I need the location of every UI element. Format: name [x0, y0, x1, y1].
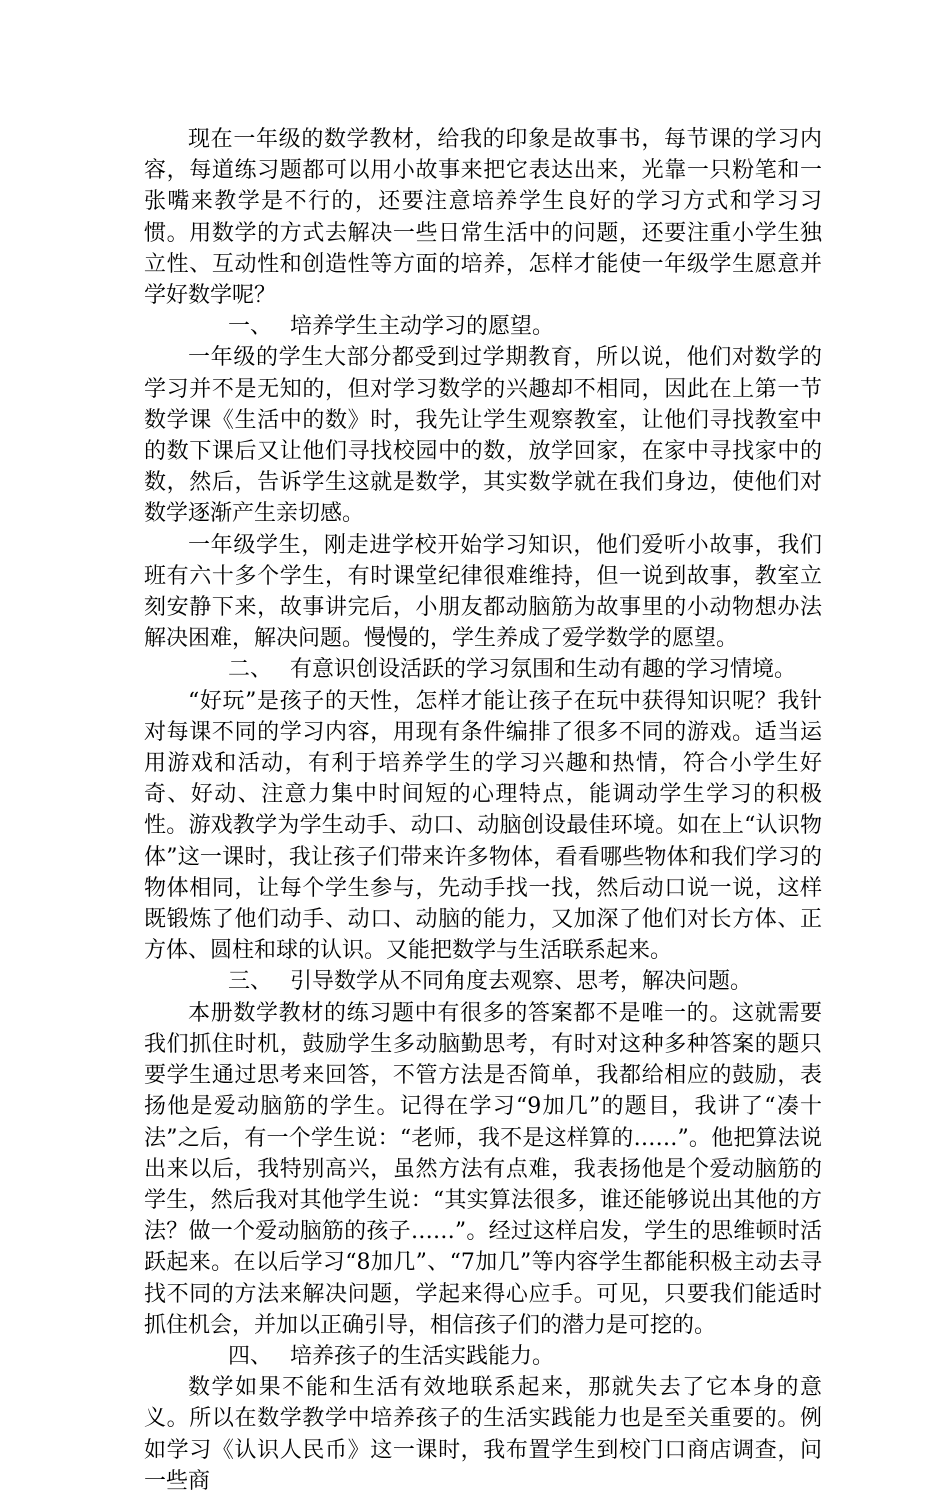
section-4-heading	[144, 1341, 822, 1372]
section-1-title: 培养学生主动学习的愿望。	[290, 314, 555, 340]
section-3-paragraph-1: 本册数学教材的练习题中有很多的答案都不是唯一的。这就需要我们抓住时机，鼓励学生多动脑勤思考，有时对这种多种答案的题只要学生通过思考来回答，不管方法是否简单，我都给相应的鼓励，表扬他是爱动脑筋的学生。记得在学习“9加几”的题目，我讲了“凑十法”之后，有一个学生说：“老师，我不是这样算的……”。他把算法说出来以后，我特别高兴，虽然方法有点难，我表扬他是个爱动脑筋的学生，然后我对其他学生说：“其实算法很多，谁还能够说出其他的方法？做一个爱动脑筋的孩子……”。经过这样启发，学生的思维顿时活跃起来。在以后学习“8加几”、“7加几”等内容学生都能积极主动去寻找不同的方法来解决问题，学起来得心应手。可见，只要我们能适时抓住机会，并加以正确引导，相信孩子们的潜力是可挖的。	[144, 1000, 822, 1338]
section-1-number: 一、	[228, 314, 273, 340]
section-2-number: 二、	[228, 657, 273, 683]
section-4-number: 四、	[228, 1343, 273, 1369]
section-1-heading	[144, 311, 822, 342]
intro-paragraph: 现在一年级的数学教材，给我的印象是故事书，每节课的学习内容，每道练习题都可以用小故事来把它表达出来，光靠一只粉笔和一张嘴来教学是不行的，还要注意培养学生良好的学习方式和学习习惯。用数学的方式去解决一些日常生活中的问题，还要注重小学生独立性、互动性和创造性等方面的培养，怎样才能使一年级学生愿意并学好数学呢？	[144, 127, 822, 309]
section-1-paragraph-2: 一年级学生，刚走进学校开始学习知识，他们爱听小故事，我们班有六十多个学生，有时课堂纪律很难维持，但一说到故事，教室立刻安静下来，故事讲完后，小朋友都动脑筋为故事里的小动物想办法解决困难，解决问题。慢慢的，学生养成了爱学数学的愿望。	[144, 532, 822, 652]
section-2-title: 有意识创设活跃的学习氛围和生动有趣的学习情境。	[290, 657, 797, 683]
section-2-heading	[144, 654, 822, 685]
section-3-heading	[144, 966, 822, 997]
section-4-title: 培养孩子的生活实践能力。	[290, 1343, 555, 1369]
section-3-number: 三、	[228, 969, 273, 995]
document-page	[144, 124, 822, 1497]
section-1-paragraph-1: 一年级的学生大部分都受到过学期教育，所以说，他们对数学的学习并不是无知的，但对学习数学的兴趣却不相同，因此在上第一节数学课《生活中的数》时，我先让学生观察教室，让他们寻找教室中的数下课后又让他们寻找校园中的数，放学回家，在家中寻找家中的数，然后，告诉学生这就是数学，其实数学就在我们身边，使他们对数学逐渐产生亲切感。	[144, 345, 822, 527]
section-4-paragraph-1: 数学如果不能和生活有效地联系起来，那就失去了它本身的意义。所以在数学教学中培养孩子的生活实践能力也是至关重要的。例如学习《认识人民币》这一课时，我布置学生到校门口商店调查，问一些商	[144, 1375, 822, 1494]
section-2-paragraph-1: “好玩”是孩子的天性，怎样才能让孩子在玩中获得知识呢？我针对每课不同的学习内容，用现有条件编排了很多不同的游戏。适当运用游戏和活动，有利于培养学生的学习兴趣和热情，符合小学生好奇、好动、注意力集中时间短的心理特点，能调动学生学习的积极性。游戏教学为学生动手、动口、动脑创设最佳环境。如在上“认识物体”这一课时，我让孩子们带来许多物体，看看哪些物体和我们学习的物体相同，让每个学生参与，先动手找一找，然后动口说一说，这样既锻炼了他们动手、动口、动脑的能力，又加深了他们对长方体、正方体、圆柱和球的认识。又能把数学与生活联系起来。	[144, 688, 822, 964]
section-3-title: 引导数学从不同角度去观察、思考，解决问题。	[290, 969, 753, 995]
